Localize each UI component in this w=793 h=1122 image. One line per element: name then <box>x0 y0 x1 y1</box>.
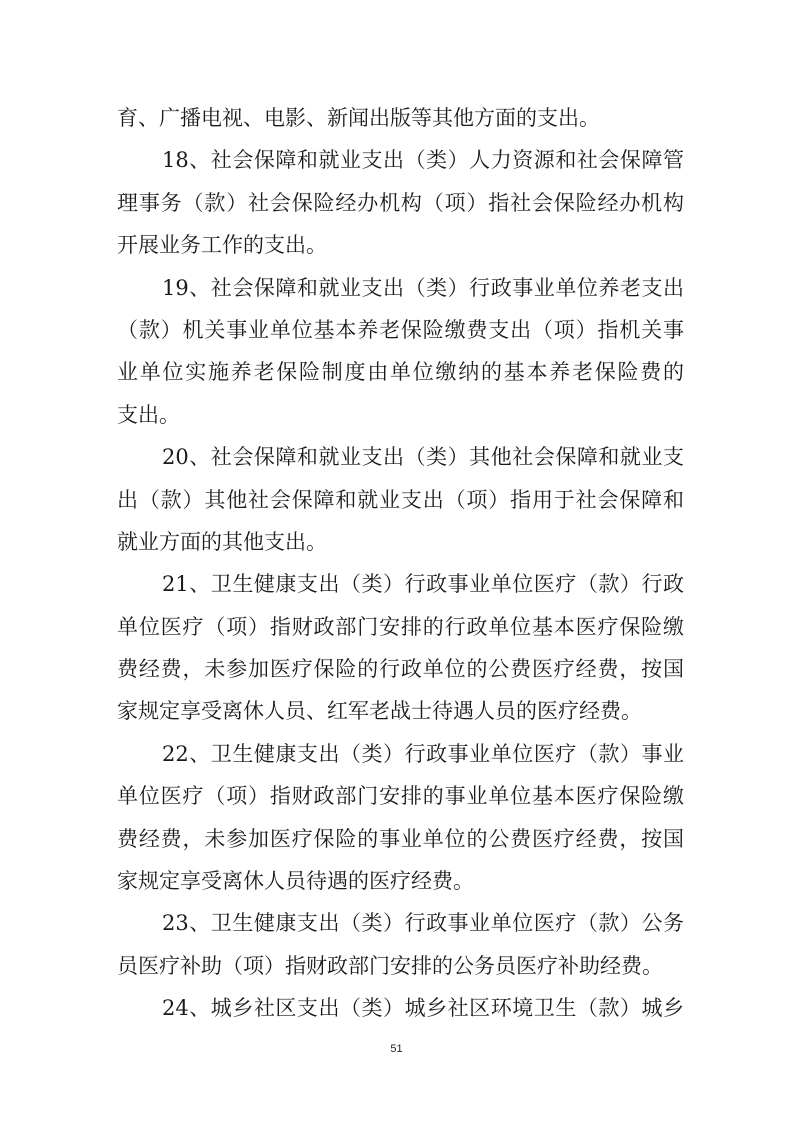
text-line: 20、社会保障和就业支出（类）其他社会保障和就业支 <box>162 445 684 470</box>
text-line: 19、社会保障和就业支出（类）行政事业单位养老支出 <box>162 275 684 300</box>
text-line: 家规定享受离休人员、红军老战士待遇人员的医疗经费。 <box>117 699 642 724</box>
text-line: 费经费，未参加医疗保险的事业单位的公费医疗经费，按国 <box>117 826 684 851</box>
text-line: （款）机关事业单位基本养老保险缴费支出（项）指机关事 <box>117 317 684 342</box>
text-line: 出（款）其他社会保障和就业支出（项）指用于社会保障和 <box>117 487 684 512</box>
text-line: 单位医疗（项）指财政部门安排的行政单位基本医疗保险缴 <box>117 614 684 639</box>
text-line: 家规定享受离休人员待遇的医疗经费。 <box>117 869 474 894</box>
text-line: 理事务（款）社会保险经办机构（项）指社会保险经办机构 <box>117 190 684 215</box>
text-line: 22、卫生健康支出（类）行政事业单位医疗（款）事业 <box>162 741 684 766</box>
text-line: 24、城乡社区支出（类）城乡社区环境卫生（款）城乡 <box>162 996 684 1021</box>
text-line: 单位医疗（项）指财政部门安排的事业单位基本医疗保险缴 <box>117 784 684 809</box>
text-line: 18、社会保障和就业支出（类）人力资源和社会保障管 <box>162 148 684 173</box>
text-line: 支出。 <box>117 402 180 427</box>
page-number: 51 <box>390 1043 403 1055</box>
document-body <box>117 97 684 1030</box>
text-line: 23、卫生健康支出（类）行政事业单位医疗（款）公务 <box>162 911 684 936</box>
text-line: 21、卫生健康支出（类）行政事业单位医疗（款）行政 <box>162 572 684 597</box>
text-line: 开展业务工作的支出。 <box>117 233 327 258</box>
text-line: 业单位实施养老保险制度由单位缴纳的基本养老保险费的 <box>117 360 684 385</box>
text-line: 员医疗补助（项）指财政部门安排的公务员医疗补助经费。 <box>117 953 663 978</box>
text-line: 费经费，未参加医疗保险的行政单位的公费医疗经费，按国 <box>117 657 684 682</box>
text-line: 就业方面的其他支出。 <box>117 529 327 554</box>
text-line: 育、广播电视、电影、新闻出版等其他方面的支出。 <box>117 106 600 130</box>
